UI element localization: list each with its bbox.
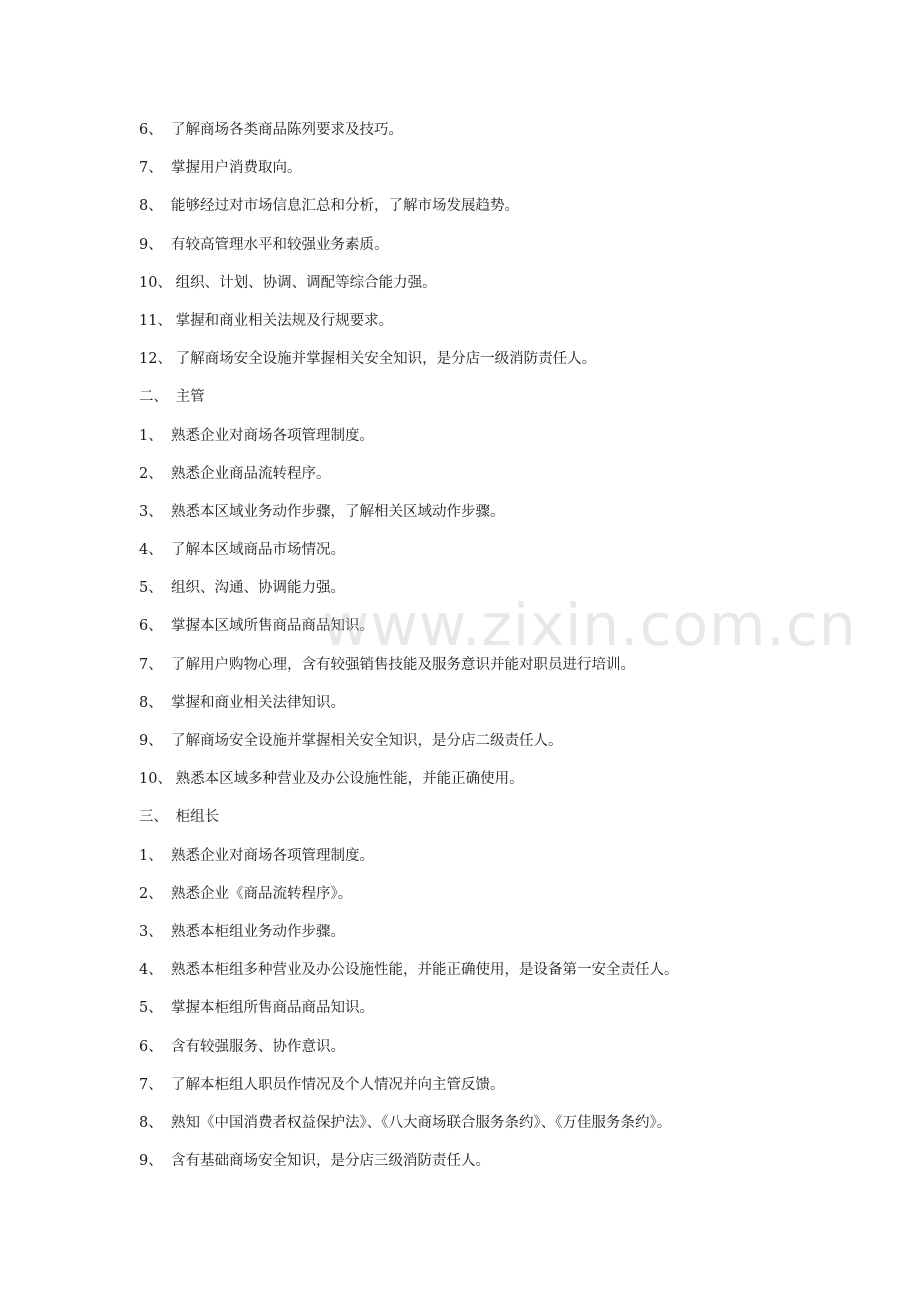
item-number: 3、: [139, 503, 163, 520]
list-item: [139, 537, 679, 575]
item-number: 1、: [139, 847, 163, 864]
item-text: 了解本柜组人职员作情况及个人情况并向主管反馈。: [171, 1076, 505, 1093]
item-text: 柜组长: [171, 809, 220, 826]
list-item: [139, 728, 679, 766]
item-text: 了解商场安全设施并掌握相关安全知识，是分店一级消防责任人。: [171, 351, 597, 368]
item-number: 三、: [139, 809, 168, 826]
item-number: 6、: [139, 122, 163, 138]
list-item: [139, 690, 679, 728]
item-text: 能够经过对市场信息汇总和分析，了解市场发展趋势。: [171, 198, 519, 215]
item-text: 熟悉企业商品流转程序。: [171, 465, 331, 482]
item-number: 4、: [139, 962, 163, 979]
item-number: 11、: [139, 312, 172, 329]
list-item: [139, 804, 679, 842]
list-item: [139, 1148, 679, 1186]
item-number: 8、: [139, 1114, 163, 1131]
list-item: [139, 270, 679, 308]
item-text: 含有基础商场安全知识，是分店三级消防责任人。: [171, 1153, 490, 1170]
watermark: www.zixin.com.cn: [322, 591, 857, 659]
item-text: 掌握和商业相关法律知识。: [171, 694, 345, 711]
item-number: 10、: [139, 274, 172, 291]
list-item: [139, 881, 679, 919]
item-text: 熟知《中国消费者权益保护法》、《八大商场联合服务条约》、《万佳服务条约》。: [171, 1114, 672, 1131]
item-number: 5、: [139, 1000, 163, 1017]
list-item: [139, 384, 679, 422]
list-item: [139, 995, 679, 1033]
item-text: 了解商场安全设施并掌握相关安全知识，是分店二级责任人。: [171, 733, 563, 749]
item-number: 5、: [139, 580, 163, 597]
list-item: [139, 232, 679, 270]
list-item: [139, 843, 679, 881]
item-text: 了解用户购物心理，含有较强销售技能及服务意识并能对职员进行培训。: [171, 656, 635, 673]
item-number: 8、: [139, 198, 163, 215]
list-item: [139, 499, 679, 537]
list-item: [139, 919, 679, 957]
item-text: 熟悉本柜组业务动作步骤。: [171, 923, 345, 940]
list-item: [139, 613, 679, 651]
item-number: 二、: [139, 389, 168, 406]
list-item: [139, 423, 679, 461]
item-number: 3、: [139, 923, 163, 940]
list-item: [139, 461, 679, 499]
list-item: [139, 1110, 679, 1148]
item-number: 9、: [139, 1153, 163, 1170]
item-text: 掌握用户消费取向。: [171, 160, 302, 177]
item-text: 掌握本柜组所售商品商品知识。: [171, 1000, 374, 1017]
requirements-list: [139, 117, 679, 1186]
list-item: [139, 1072, 679, 1110]
item-number: 7、: [139, 1076, 163, 1093]
list-item: [139, 155, 679, 193]
item-text: 熟悉本区域业务动作步骤，了解相关区域动作步骤。: [171, 503, 505, 520]
item-text: 掌握本区域所售商品商品知识。: [171, 618, 374, 635]
item-text: 了解商场各类商品陈列要求及技巧。: [171, 122, 403, 138]
item-number: 12、: [139, 351, 172, 368]
item-text: 有较高管理水平和较强业务素质。: [171, 236, 389, 253]
item-number: 2、: [139, 465, 163, 482]
list-item: [139, 117, 679, 155]
item-text: 熟悉本柜组多种营业及办公设施性能，并能正确使用，是设备第一安全责任人。: [171, 962, 679, 979]
item-number: 8、: [139, 694, 163, 711]
item-number: 7、: [139, 160, 163, 177]
item-number: 6、: [139, 618, 163, 635]
list-item: [139, 575, 679, 613]
item-text: 熟悉本区域多种营业及办公设施性能，并能正确使用。: [171, 771, 524, 788]
list-item: [139, 957, 679, 995]
list-item: [139, 346, 679, 384]
list-item: [139, 308, 679, 346]
item-text: 了解本区域商品市场情况。: [171, 542, 345, 559]
item-text: 含有较强服务、协作意识。: [171, 1038, 345, 1055]
item-text: 熟悉企业《商品流转程序》。: [171, 885, 353, 902]
list-item: [139, 652, 679, 690]
item-text: 组织、计划、协调、调配等综合能力强。: [171, 274, 437, 291]
item-text: 熟悉企业对商场各项管理制度。: [171, 427, 374, 444]
list-item: [139, 1034, 679, 1072]
item-number: 2、: [139, 885, 163, 902]
item-number: 4、: [139, 542, 163, 559]
item-text: 组织、沟通、协调能力强。: [171, 580, 345, 597]
list-item: [139, 193, 679, 231]
item-text: 掌握和商业相关法规及行规要求。: [171, 312, 394, 329]
item-text: 熟悉企业对商场各项管理制度。: [171, 847, 374, 864]
list-item: [139, 766, 679, 804]
item-number: 1、: [139, 427, 163, 444]
item-number: 10、: [139, 771, 172, 788]
item-number: 9、: [139, 236, 163, 253]
item-number: 9、: [139, 733, 163, 749]
item-text: 主管: [171, 389, 205, 406]
item-number: 6、: [139, 1038, 163, 1055]
item-number: 7、: [139, 656, 163, 673]
